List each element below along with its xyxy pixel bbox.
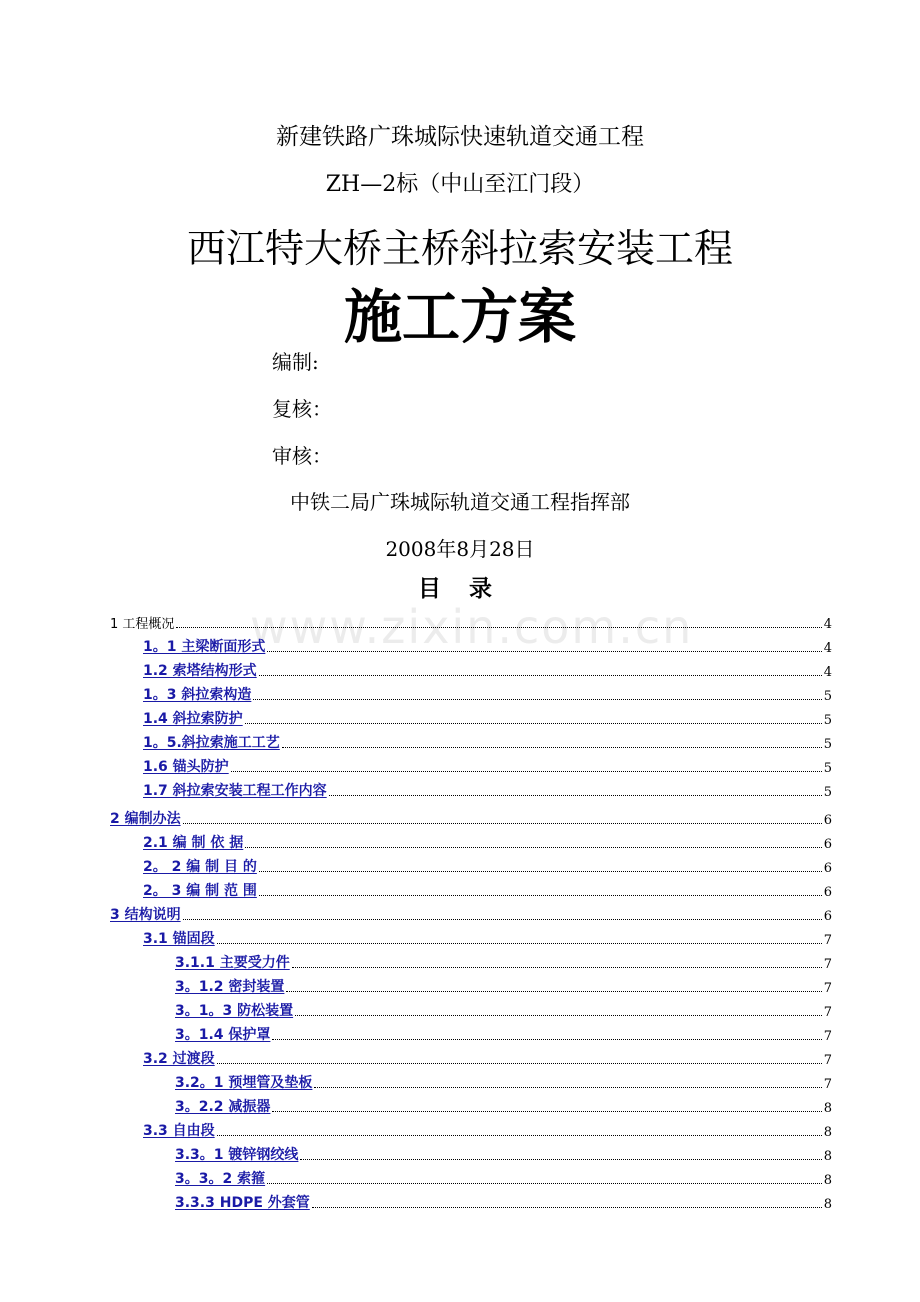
toc-page-number: 7 [823,933,832,948]
toc-page-number: 8 [823,1101,832,1116]
toc-page-number: 6 [823,909,832,924]
toc-entry-text[interactable]: 3.3。1 镀锌钢绞线 [175,1147,299,1163]
toc-entry[interactable] [143,878,832,900]
toc-entry[interactable] [110,806,832,828]
toc-entry-text[interactable]: 1。3 斜拉索构造 [143,687,252,703]
toc-page-number: 5 [823,761,832,776]
toc-entry-text[interactable]: 3.3 自由段 [143,1123,215,1139]
toc-entry[interactable] [175,1094,832,1116]
toc-entry-text[interactable]: 1。1 主梁断面形式 [143,639,266,655]
toc-leader-dots [329,795,822,796]
toc-page-number: 6 [823,813,832,828]
toc-entry-text[interactable]: 2 编制办法 [110,811,181,827]
toc-entry[interactable] [143,830,832,852]
toc-leader-dots [312,1207,822,1208]
toc-entry[interactable] [175,1142,832,1164]
reviewer-label: 复核： [272,397,332,421]
toc-leader-dots [183,919,822,920]
toc-leader-dots [245,723,822,724]
toc-page-number: 5 [823,737,832,752]
toc-entry[interactable] [143,1118,832,1140]
toc-entry-text[interactable]: 3 结构说明 [110,907,181,923]
toc-leader-dots [267,651,821,652]
toc-entry-text[interactable]: 1.4 斜拉索防护 [143,711,243,727]
toc-title: 目 录 [417,576,502,602]
toc-leader-dots [292,967,822,968]
document-subtitle: 施工方案 [343,283,576,351]
toc-entry[interactable] [175,1070,832,1092]
toc-entry[interactable] [143,754,832,776]
toc-entry-text[interactable]: 1.7 斜拉索安装工程工作内容 [143,783,327,799]
toc-page-number: 4 [823,641,832,656]
toc-entry[interactable] [175,974,832,996]
toc-entry[interactable] [143,634,832,656]
toc-leader-dots [245,847,821,848]
toc-leader-dots [231,771,822,772]
toc-entry[interactable] [143,1046,832,1068]
toc-entry[interactable] [143,658,832,680]
toc-leader-dots [259,675,822,676]
toc-page-number: 5 [823,689,832,704]
toc-leader-dots [259,895,822,896]
toc-entry[interactable] [143,706,832,728]
toc-leader-dots [272,1039,821,1040]
toc-leader-dots [183,823,822,824]
toc-entry[interactable] [143,730,832,752]
toc-leader-dots [217,1135,822,1136]
toc-page-number: 8 [823,1149,832,1164]
toc-leader-dots [176,627,821,628]
toc-entry-text[interactable]: 3。1.2 密封装置 [175,979,285,995]
toc-page-number: 7 [823,957,832,972]
toc-entry-text[interactable]: 3。1。3 防松装置 [175,1003,294,1019]
toc-leader-dots [253,699,821,700]
toc-page-number: 8 [823,1173,832,1188]
toc-page-number: 6 [823,885,832,900]
toc-entry-text[interactable]: 3.3.3 HDPE 外套管 [175,1195,310,1211]
toc-leader-dots [295,1015,822,1016]
toc-leader-dots [314,1087,821,1088]
toc-entry[interactable] [175,1166,832,1188]
organization: 中铁二局广珠城际轨道交通工程指挥部 [290,490,630,514]
project-name: 新建铁路广珠城际快速轨道交通工程 [276,124,644,150]
watermark: www.zixin.com.cn [250,600,694,654]
toc-entry[interactable] [143,926,832,948]
toc-page-number: 7 [823,1077,832,1092]
toc-entry[interactable] [175,1022,832,1044]
toc-page-number: 5 [823,785,832,800]
toc-entry-text[interactable]: 1.6 锚头防护 [143,759,229,775]
toc-page-number: 4 [823,617,832,632]
toc-page-number: 6 [823,861,832,876]
toc-entry-text[interactable]: 3.2 过渡段 [143,1051,215,1067]
toc-entry-text[interactable]: 2.1 编 制 依 据 [143,835,244,851]
toc-leader-dots [259,871,822,872]
toc-entry-text[interactable]: 3.2。1 预埋管及垫板 [175,1075,313,1091]
approver-label: 审核： [272,444,332,468]
toc-leader-dots [286,991,821,992]
toc-entry-text[interactable]: 3。2.2 减振器 [175,1099,271,1115]
toc-entry-text[interactable]: 1 工程概况 [110,617,175,632]
toc-entry-text[interactable]: 3.1.1 主要受力件 [175,955,290,971]
toc-page-number: 4 [823,665,832,680]
toc-entry-text[interactable]: 3。3。2 索箍 [175,1171,266,1187]
toc-entry[interactable] [143,854,832,876]
toc-page-number: 7 [823,981,832,996]
toc-page-number: 7 [823,1005,832,1020]
toc-entry[interactable] [175,950,832,972]
toc-entry-text[interactable]: 3。1.4 保护罩 [175,1027,271,1043]
toc-leader-dots [217,943,822,944]
toc-entry[interactable] [175,998,832,1020]
toc-leader-dots [282,747,822,748]
toc-page-number: 7 [823,1029,832,1044]
section-name: ZH—2标（中山至江门段） [325,172,595,197]
toc-entry[interactable] [143,778,832,800]
toc-page-number: 8 [823,1197,832,1212]
toc-entry-text[interactable]: 1。5.斜拉索施工工艺 [143,735,280,751]
toc-entry[interactable] [175,1190,832,1212]
toc-leader-dots [300,1159,821,1160]
toc-page-number: 6 [823,837,832,852]
toc-entry-text[interactable]: 2。 2 编 制 目 的 [143,859,257,875]
document-title: 西江特大桥主桥斜拉索安装工程 [186,227,733,272]
toc-leader-dots [267,1183,822,1184]
toc-entry[interactable] [110,902,832,924]
toc-page-number: 8 [823,1125,832,1140]
toc-entry[interactable] [110,610,832,632]
toc-leader-dots [272,1111,821,1112]
compiler-label: 编制: [272,350,319,374]
toc-entry-text[interactable]: 3.1 锚固段 [143,931,215,947]
toc-leader-dots [217,1063,822,1064]
toc-entry-text[interactable]: 1.2 索塔结构形式 [143,663,257,679]
document-date: 2008年8月28日 [385,537,535,561]
toc-page-number: 7 [823,1053,832,1068]
toc-page-number: 5 [823,713,832,728]
toc-entry[interactable] [143,682,832,704]
toc-entry-text[interactable]: 2。 3 编 制 范 围 [143,883,257,899]
